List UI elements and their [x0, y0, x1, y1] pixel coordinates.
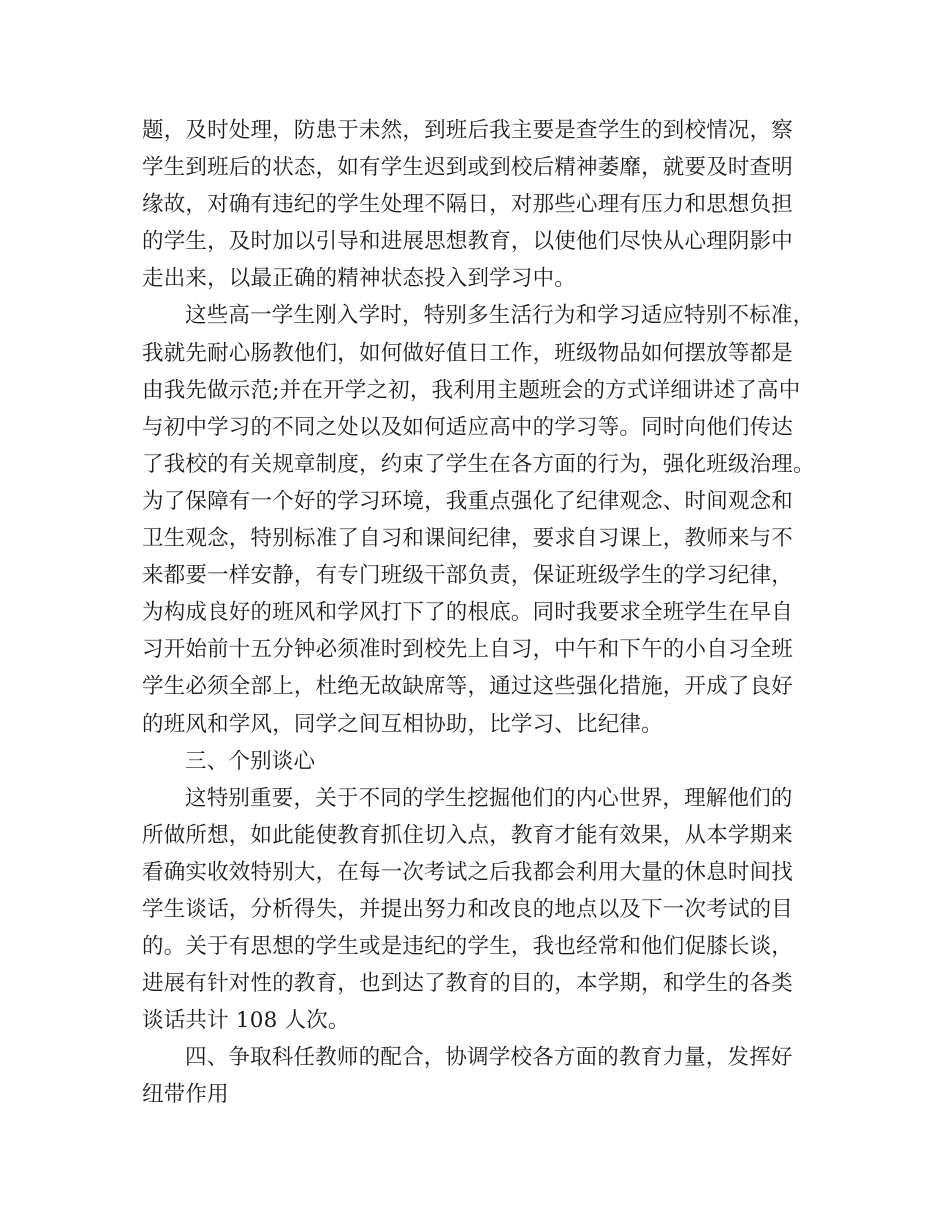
text-line: 为了保障有一个好的学习环境，我重点强化了纪律观念、时间观念和 — [142, 488, 794, 514]
text-line: 卫生观念，特别标准了自习和课间纪律，要求自习课上，教师来与不 — [142, 526, 794, 552]
text-line: 与初中学习的不同之处以及如何适应高中的学习等。同时向他们传达 — [142, 414, 794, 440]
text-line: 我就先耐心肠教他们，如何做好值日工作，班级物品如何摆放等都是 — [142, 340, 794, 366]
text-line: 由我先做示范;并在开学之初，我利用主题班会的方式详细讲述了高中 — [142, 377, 801, 403]
text-line: 看确实收效特别大，在每一次考试之后我都会利用大量的休息时间找 — [142, 859, 794, 885]
text-line: 谈话共计 108 人次。 — [142, 1008, 350, 1034]
text-line: 纽带作用 — [142, 1082, 229, 1108]
text-line: 学生必须全部上，杜绝无故缺席等，通过这些强化措施，开成了良好 — [142, 674, 794, 700]
text-line: 习开始前十五分钟必须准时到校先上自习，中午和下午的小自习全班 — [142, 637, 794, 663]
text-line: 为构成良好的班风和学风打下了的根底。同时我要求全班学生在早自 — [142, 600, 794, 626]
text-line: 这特别重要，关于不同的学生挖掘他们的内心世界，理解他们的 — [185, 785, 793, 811]
text-line: 进展有针对性的教育，也到达了教育的目的，本学期，和学生的各类 — [142, 971, 794, 997]
text-line: 来都要一样安静，有专门班级干部负责，保证班级学生的学习纪律， — [142, 563, 794, 589]
text-line: 学生到班后的状态，如有学生迟到或到校后精神萎靡，就要及时查明 — [142, 155, 794, 181]
text-line: 的。关于有思想的学生或是违纪的学生，我也经常和他们促膝长谈， — [142, 934, 794, 960]
document-body — [142, 112, 826, 1114]
text-line: 题，及时处理，防患于未然，到班后我主要是查学生的到校情况，察 — [142, 118, 794, 143]
text-line: 的班风和学风，同学之间互相协助，比学习、比纪律。 — [142, 711, 663, 737]
section-heading: 四、争取科任教师的配合，协调学校各方面的教育力量，发挥好 — [185, 1045, 793, 1071]
text-line: 了我校的有关规章制度，约束了学生在各方面的行为，强化班级治理。 — [142, 451, 815, 477]
text-line: 学生谈话，分析得失，并提出努力和改良的地点以及下一次考试的目 — [142, 896, 794, 922]
section-heading: 三、个别谈心 — [185, 748, 316, 774]
text-line: 这些高一学生刚入学时，特别多生活行为和学习适应特别不标准， — [185, 303, 815, 329]
text-line: 缘故，对确有违纪的学生处理不隔日，对那些心理有压力和思想负担 — [142, 192, 794, 218]
text-line: 所做所想，如此能使教育抓住切入点，教育才能有效果，从本学期来 — [142, 822, 794, 848]
text-line: 的学生，及时加以引导和进展思想教育，以使他们尽快从心理阴影中 — [142, 229, 794, 255]
text-line: 走出来，以最正确的精神状态投入到学习中。 — [142, 266, 577, 292]
